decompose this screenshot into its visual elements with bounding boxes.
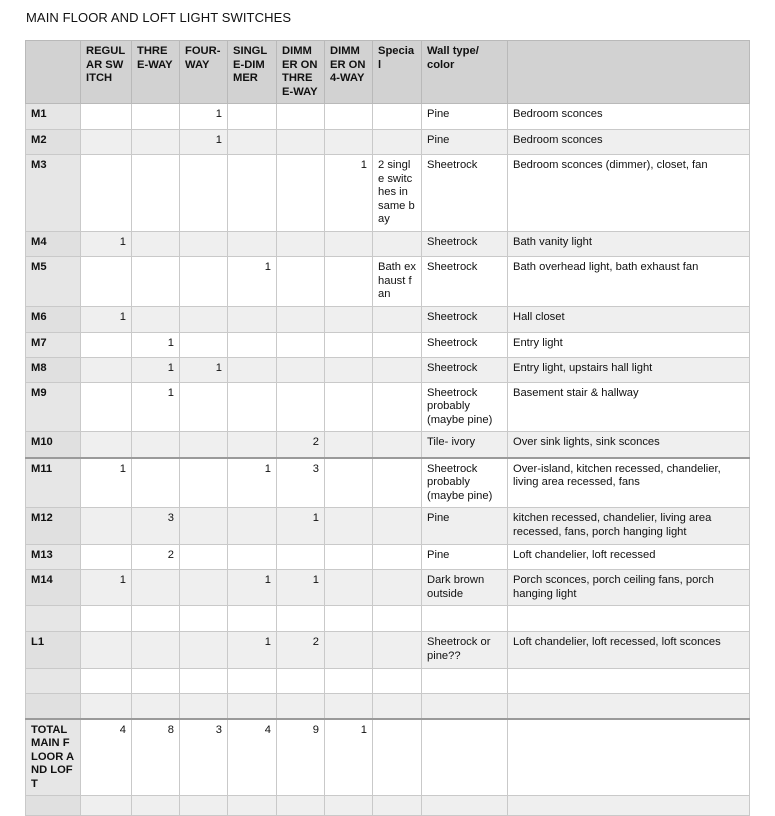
count-cell [81, 796, 132, 816]
special-cell: 2 single switches in same bay [373, 155, 422, 232]
count-cell [325, 232, 373, 257]
count-cell [132, 232, 180, 257]
wall-type-cell: Sheetrock [422, 232, 508, 257]
count-cell [81, 357, 132, 382]
count-cell: 1 [325, 719, 373, 796]
special-cell [373, 130, 422, 155]
count-cell: 1 [132, 357, 180, 382]
count-cell: 1 [180, 130, 228, 155]
count-cell [277, 382, 325, 432]
wall-type-cell: Pine [422, 545, 508, 570]
count-cell [325, 458, 373, 508]
count-cell [81, 432, 132, 458]
count-cell [277, 357, 325, 382]
count-cell [81, 606, 132, 632]
wall-type-cell [422, 606, 508, 632]
count-cell [132, 570, 180, 606]
description-cell: Entry light, upstairs hall light [508, 357, 750, 382]
count-cell: 1 [180, 104, 228, 130]
description-cell: Bedroom sconces (dimmer), closet, fan [508, 155, 750, 232]
table-row [26, 306, 750, 332]
count-cell [325, 570, 373, 606]
table-row [26, 432, 750, 458]
special-cell [373, 606, 422, 632]
table-row [26, 130, 750, 155]
count-cell: 2 [277, 432, 325, 458]
count-cell [277, 257, 325, 307]
count-cell: 4 [228, 719, 277, 796]
count-cell [180, 232, 228, 257]
count-cell [81, 545, 132, 570]
count-cell [228, 357, 277, 382]
wall-type-cell [422, 719, 508, 796]
row-label [26, 796, 81, 816]
table-row [26, 570, 750, 606]
table-row [26, 357, 750, 382]
table-row [26, 796, 750, 816]
special-cell: Bath exhaust fan [373, 257, 422, 307]
wall-type-cell: Sheetrock probably (maybe pine) [422, 382, 508, 432]
count-cell: 1 [81, 458, 132, 508]
header-cell: THREE-WAY [132, 41, 180, 104]
count-cell [132, 632, 180, 669]
count-cell [325, 257, 373, 307]
special-cell [373, 632, 422, 669]
row-label: M11 [26, 458, 81, 508]
special-cell [373, 232, 422, 257]
count-cell [132, 669, 180, 694]
count-cell [277, 130, 325, 155]
count-cell [180, 694, 228, 719]
row-label [26, 669, 81, 694]
description-cell: Bedroom sconces [508, 130, 750, 155]
table-row [26, 508, 750, 545]
count-cell [132, 694, 180, 719]
count-cell [180, 545, 228, 570]
table-row [26, 632, 750, 669]
count-cell: 1 [180, 357, 228, 382]
count-cell [180, 257, 228, 307]
row-label: M7 [26, 332, 81, 357]
wall-type-cell: Sheetrock or pine?? [422, 632, 508, 669]
count-cell: 3 [132, 508, 180, 545]
header-cell [26, 41, 81, 104]
count-cell [180, 432, 228, 458]
count-cell [81, 632, 132, 669]
row-label: M2 [26, 130, 81, 155]
count-cell [228, 545, 277, 570]
count-cell [180, 669, 228, 694]
count-cell [277, 306, 325, 332]
header-cell: SINGLE-DIMMER [228, 41, 277, 104]
count-cell [132, 606, 180, 632]
description-cell: Over sink lights, sink sconces [508, 432, 750, 458]
count-cell [228, 669, 277, 694]
count-cell: 1 [277, 570, 325, 606]
table-body [26, 104, 750, 816]
table-row [26, 694, 750, 719]
header-cell: FOUR-WAY [180, 41, 228, 104]
count-cell [180, 796, 228, 816]
count-cell: 1 [228, 632, 277, 669]
table-row [26, 232, 750, 257]
count-cell: 1 [277, 508, 325, 545]
count-cell [277, 694, 325, 719]
header-cell: DIMMER ON 4-WAY [325, 41, 373, 104]
wall-type-cell [422, 669, 508, 694]
count-cell [132, 458, 180, 508]
special-cell [373, 570, 422, 606]
count-cell [228, 508, 277, 545]
special-cell [373, 432, 422, 458]
description-cell: kitchen recessed, chandelier, living area recessed, fans, porch hanging light [508, 508, 750, 545]
count-cell: 1 [132, 382, 180, 432]
wall-type-cell: Sheetrock [422, 257, 508, 307]
count-cell [228, 432, 277, 458]
count-cell: 1 [228, 257, 277, 307]
count-cell [132, 306, 180, 332]
row-label: M4 [26, 232, 81, 257]
count-cell [228, 694, 277, 719]
count-cell [132, 432, 180, 458]
count-cell [180, 155, 228, 232]
description-cell: Bedroom sconces [508, 104, 750, 130]
special-cell [373, 332, 422, 357]
count-cell [277, 104, 325, 130]
header-cell: REGULAR SWITCH [81, 41, 132, 104]
description-cell: Over-island, kitchen recessed, chandelier, living area recessed, fans [508, 458, 750, 508]
count-cell: 1 [81, 232, 132, 257]
special-cell [373, 719, 422, 796]
switch-table [25, 40, 750, 816]
wall-type-cell: Sheetrock [422, 357, 508, 382]
count-cell [132, 130, 180, 155]
count-cell [325, 382, 373, 432]
count-cell [325, 606, 373, 632]
count-cell [81, 257, 132, 307]
description-cell [508, 719, 750, 796]
table-row [26, 382, 750, 432]
description-cell [508, 694, 750, 719]
count-cell [81, 155, 132, 232]
special-cell [373, 508, 422, 545]
count-cell: 3 [180, 719, 228, 796]
description-cell [508, 796, 750, 816]
count-cell [180, 632, 228, 669]
count-cell [325, 432, 373, 458]
table-row [26, 458, 750, 508]
header-cell: Wall type/ color [422, 41, 508, 104]
count-cell [277, 155, 325, 232]
count-cell [81, 104, 132, 130]
wall-type-cell: Pine [422, 130, 508, 155]
count-cell [277, 606, 325, 632]
count-cell: 1 [132, 332, 180, 357]
table-row [26, 545, 750, 570]
count-cell [325, 545, 373, 570]
count-cell [228, 104, 277, 130]
count-cell [325, 306, 373, 332]
count-cell [228, 155, 277, 232]
count-cell [325, 669, 373, 694]
count-cell [180, 458, 228, 508]
count-cell [81, 508, 132, 545]
row-label: M1 [26, 104, 81, 130]
header-cell: DIMMER ON THREE-WAY [277, 41, 325, 104]
description-cell: Entry light [508, 332, 750, 357]
special-cell [373, 382, 422, 432]
count-cell: 1 [81, 570, 132, 606]
count-cell [81, 669, 132, 694]
wall-type-cell: Dark brown outside [422, 570, 508, 606]
header-row [26, 41, 750, 104]
count-cell: 1 [81, 306, 132, 332]
header-cell [508, 41, 750, 104]
count-cell [277, 796, 325, 816]
row-label: M6 [26, 306, 81, 332]
row-label: L1 [26, 632, 81, 669]
description-cell: Hall closet [508, 306, 750, 332]
count-cell [132, 104, 180, 130]
row-label: M8 [26, 357, 81, 382]
count-cell [228, 382, 277, 432]
row-label: M14 [26, 570, 81, 606]
count-cell [132, 796, 180, 816]
count-cell: 8 [132, 719, 180, 796]
table-row [26, 669, 750, 694]
special-cell [373, 796, 422, 816]
wall-type-cell: Sheetrock [422, 306, 508, 332]
description-cell: Basement stair & hallway [508, 382, 750, 432]
special-cell [373, 306, 422, 332]
row-label: M12 [26, 508, 81, 545]
count-cell [277, 669, 325, 694]
wall-type-cell: Sheetrock [422, 332, 508, 357]
row-label: M10 [26, 432, 81, 458]
wall-type-cell [422, 796, 508, 816]
special-cell [373, 545, 422, 570]
count-cell [180, 332, 228, 357]
count-cell [228, 332, 277, 357]
table-row [26, 332, 750, 357]
count-cell: 1 [228, 458, 277, 508]
count-cell [277, 232, 325, 257]
count-cell [325, 796, 373, 816]
count-cell [325, 332, 373, 357]
table-row [26, 257, 750, 307]
count-cell [180, 570, 228, 606]
count-cell [325, 104, 373, 130]
wall-type-cell: Pine [422, 104, 508, 130]
count-cell [325, 632, 373, 669]
count-cell: 1 [325, 155, 373, 232]
table-row [26, 104, 750, 130]
count-cell [325, 694, 373, 719]
count-cell: 3 [277, 458, 325, 508]
special-cell [373, 104, 422, 130]
count-cell [132, 257, 180, 307]
wall-type-cell: Tile- ivory [422, 432, 508, 458]
special-cell [373, 458, 422, 508]
count-cell [325, 357, 373, 382]
count-cell [325, 508, 373, 545]
count-cell [180, 382, 228, 432]
count-cell: 9 [277, 719, 325, 796]
document-title: MAIN FLOOR AND LOFT LIGHT SWITCHES [26, 10, 292, 25]
special-cell [373, 694, 422, 719]
count-cell [228, 306, 277, 332]
count-cell [228, 606, 277, 632]
row-label: M9 [26, 382, 81, 432]
row-label: M3 [26, 155, 81, 232]
count-cell [180, 508, 228, 545]
wall-type-cell: Sheetrock [422, 155, 508, 232]
row-label: M13 [26, 545, 81, 570]
table-row [26, 719, 750, 796]
row-label [26, 606, 81, 632]
wall-type-cell: Pine [422, 508, 508, 545]
description-cell: Loft chandelier, loft recessed [508, 545, 750, 570]
count-cell [180, 306, 228, 332]
count-cell [81, 694, 132, 719]
count-cell [325, 130, 373, 155]
count-cell [228, 130, 277, 155]
count-cell: 1 [228, 570, 277, 606]
count-cell: 2 [277, 632, 325, 669]
count-cell [277, 332, 325, 357]
count-cell: 2 [132, 545, 180, 570]
description-cell: Loft chandelier, loft recessed, loft sconces [508, 632, 750, 669]
description-cell: Porch sconces, porch ceiling fans, porch hanging light [508, 570, 750, 606]
count-cell [180, 606, 228, 632]
count-cell [132, 155, 180, 232]
special-cell [373, 357, 422, 382]
row-label: M5 [26, 257, 81, 307]
wall-type-cell [422, 694, 508, 719]
row-label: TOTAL MAIN FLOOR AND LOFT [26, 719, 81, 796]
count-cell [277, 545, 325, 570]
count-cell [228, 232, 277, 257]
count-cell [81, 382, 132, 432]
description-cell: Bath overhead light, bath exhaust fan [508, 257, 750, 307]
row-label [26, 694, 81, 719]
wall-type-cell: Sheetrock probably (maybe pine) [422, 458, 508, 508]
count-cell [228, 796, 277, 816]
count-cell: 4 [81, 719, 132, 796]
table-row [26, 155, 750, 232]
count-cell [81, 332, 132, 357]
count-cell [81, 130, 132, 155]
special-cell [373, 669, 422, 694]
description-cell [508, 606, 750, 632]
table-row [26, 606, 750, 632]
header-cell: Special [373, 41, 422, 104]
description-cell [508, 669, 750, 694]
description-cell: Bath vanity light [508, 232, 750, 257]
